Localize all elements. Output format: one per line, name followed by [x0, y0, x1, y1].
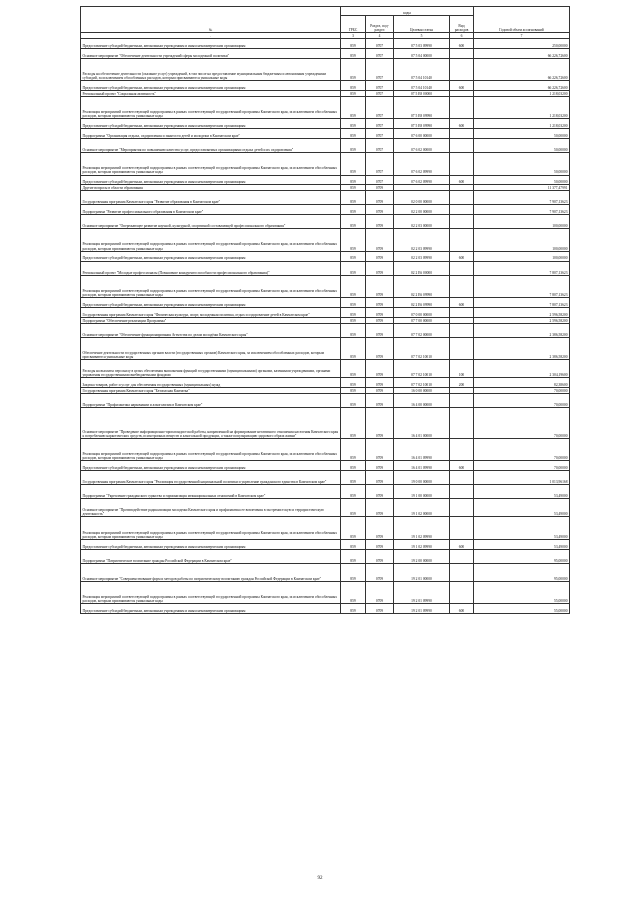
row-amount: 66 226,72600: [474, 48, 570, 58]
row-grbs: 859: [341, 378, 366, 388]
row-grbs: 859: [341, 563, 366, 581]
row-name: Реализация мероприятий соответствующей подпрограммы в рамках соответствующей государственной программы Камчатского края, за исключением обособленных расходов, которым присваиваются уникальные коды: [81, 229, 341, 251]
row-grbs: 859: [341, 251, 366, 261]
row-name: Реализация мероприятий соответствующей подпрограммы в рамках соответствующей государственной программы Камчатского края, за исключением обособленных расходов, которым присваиваются уникальные коды: [81, 517, 341, 539]
row-razdel: 0707: [366, 96, 394, 118]
row-amount: 7 807,13623: [474, 261, 570, 275]
header-expense-type: Вид расходов: [450, 16, 474, 33]
row-razdel: 0709: [366, 485, 394, 499]
row-razdel: 0709: [366, 499, 394, 517]
row-name: Основное мероприятие "Опережающее развитие научной, культурной, спортивной составляющей профессионального образования": [81, 215, 341, 229]
row-razdel: 0709: [366, 360, 394, 378]
row-grbs: 859: [341, 191, 366, 205]
colnum-4: 4: [366, 33, 394, 39]
row-amount: 1 218,03200: [474, 96, 570, 118]
row-name: Другие вопросы в области образования: [81, 185, 341, 191]
row-target-article: 02 2 03 09990: [394, 229, 450, 251]
row-amount: 7 907,13623: [474, 205, 570, 215]
table-row: [81, 139, 570, 153]
table-row: [81, 119, 570, 129]
row-target-article: 07 5 E8 00000: [394, 91, 450, 97]
row-target-article: 07 7 00 00000: [394, 317, 450, 323]
row-amount: 53,49000: [474, 485, 570, 499]
row-name: Региональный проект "Социальная активность": [81, 91, 341, 97]
row-expense-type: [450, 261, 474, 275]
row-amount: 70,00000: [474, 393, 570, 407]
row-grbs: 859: [341, 139, 366, 153]
row-grbs: 859: [341, 471, 366, 485]
table-row: [81, 251, 570, 261]
row-name: Предоставление субсидий бюджетным, автономным учреждениям и иным некоммерческим организациям: [81, 39, 341, 49]
row-target-article: 07 6 02 09990: [394, 153, 450, 175]
row-amount: 70,00000: [474, 388, 570, 394]
row-name: Реализация мероприятий соответствующей подпрограммы в рамках соответствующей государственной программы Камчатского края, за исключением обособленных расходов, которым присваиваются уникальные коды: [81, 96, 341, 118]
row-amount: 2 596,58200: [474, 307, 570, 317]
row-target-article: 02 2 00 00000: [394, 205, 450, 215]
row-name: Предоставление субсидий бюджетным, автономным учреждениям и иным некоммерческим организациям: [81, 81, 341, 91]
table-row: [81, 307, 570, 317]
row-name: Расходы на обеспечение деятельности (оказание услуг) учреждений, в том числе на предоставление муниципальным бюджетным и автономным учреждениям субсидий, за исключением обособленных расходов, которым присваиваются уникальные коды: [81, 58, 341, 80]
row-razdel: 0709: [366, 581, 394, 603]
row-razdel: 0709: [366, 307, 394, 317]
row-target-article: 19 1 00 00000: [394, 485, 450, 499]
row-razdel: 0709: [366, 378, 394, 388]
row-grbs: 859: [341, 604, 366, 614]
row-target-article: 19 0 00 00000: [394, 471, 450, 485]
row-razdel: 0709: [366, 251, 394, 261]
row-grbs: 859: [341, 323, 366, 337]
row-grbs: 859: [341, 129, 366, 139]
row-razdel: 0707: [366, 81, 394, 91]
budget-table: [80, 6, 570, 614]
table-row: [81, 48, 570, 58]
colnum-6: 6: [450, 33, 474, 39]
table-row: [81, 604, 570, 614]
table-row: [81, 153, 570, 175]
row-grbs: 859: [341, 119, 366, 129]
row-amount: 2 386,58200: [474, 323, 570, 337]
row-target-article: 07 5 04 10140: [394, 81, 450, 91]
row-expense-type: [450, 337, 474, 359]
row-grbs: 859: [341, 317, 366, 323]
row-name: Предоставление субсидий бюджетным, автономным учреждениям и иным некоммерческим организациям: [81, 175, 341, 185]
row-razdel: 0707: [366, 39, 394, 49]
row-amount: 7 807,13623: [474, 275, 570, 297]
row-razdel: 0709: [366, 539, 394, 549]
row-grbs: 859: [341, 360, 366, 378]
row-name: Основное мероприятие "Совершенствование форм и методов работы по патриотическому воспитанию граждан Российской Федерации в Камчатском крае": [81, 563, 341, 581]
row-expense-type: [450, 549, 474, 563]
row-amount: 55,00000: [474, 604, 570, 614]
table-row: [81, 81, 570, 91]
row-expense-type: [450, 408, 474, 439]
row-name: Реализация мероприятий соответствующей подпрограммы в рамках соответствующей государственной программы Камчатского края, за исключением обособленных расходов, которым присваиваются уникальные коды: [81, 438, 341, 460]
row-name: Предоставление субсидий бюджетным, автономным учреждениям и иным некоммерческим организациям: [81, 539, 341, 549]
table-row: [81, 471, 570, 485]
row-target-article: 16 0 00 00000: [394, 388, 450, 394]
row-amount: 70,00000: [474, 438, 570, 460]
row-grbs: 859: [341, 175, 366, 185]
row-name: Основное мероприятие "Противодействие радикализации молодежи Камчатского края и профилактика ее вовлечения в экстремистскую и террористическую деятельность": [81, 499, 341, 517]
row-name: Государственная программа Камчатского края "Реализация государственной национальной политики и укрепление гражданского единства в Камчатском крае": [81, 471, 341, 485]
row-expense-type: [450, 48, 474, 58]
row-target-article: 02 0 00 00000: [394, 191, 450, 205]
row-target-article: 19 2 01 09990: [394, 604, 450, 614]
row-expense-type: 600: [450, 539, 474, 549]
row-expense-type: [450, 215, 474, 229]
header-target-article: Целевая статья: [394, 16, 450, 33]
row-name: Государственная программа Камчатского края "Безопасная Камчатка": [81, 388, 341, 394]
row-grbs: 859: [341, 393, 366, 407]
colnum-5: 5: [394, 33, 450, 39]
row-amount: 2 386,58200: [474, 337, 570, 359]
row-name: Закупка товаров, работ и услуг для обеспечения государственных (муниципальных) нужд: [81, 378, 341, 388]
row-razdel: 0709: [366, 191, 394, 205]
row-expense-type: 200: [450, 378, 474, 388]
row-target-article: 07 5 04 00000: [394, 48, 450, 58]
row-amount: 100,00000: [474, 251, 570, 261]
row-grbs: 859: [341, 48, 366, 58]
row-amount: 250,00000: [474, 39, 570, 49]
table-row: [81, 58, 570, 80]
row-expense-type: 600: [450, 175, 474, 185]
table-row: [81, 261, 570, 275]
row-amount: 95,00000: [474, 563, 570, 581]
row-name: Государственная программа Камчатского края "Физическая культура, спорт, молодежная политика, отдых и оздоровление детей в Камчатском крае": [81, 307, 341, 317]
row-expense-type: [450, 307, 474, 317]
row-expense-type: 600: [450, 298, 474, 308]
row-amount: 53,49000: [474, 539, 570, 549]
row-amount: 2 596,58200: [474, 317, 570, 323]
row-grbs: 859: [341, 499, 366, 517]
table-row: [81, 549, 570, 563]
row-grbs: 859: [341, 81, 366, 91]
row-name: Расходы на выплаты персоналу в целях обеспечения выполнения функций государственными (муниципальными) органами, казенными учреждениями, органами управления государственными внебюджетными фондами: [81, 360, 341, 378]
row-razdel: 0709: [366, 517, 394, 539]
row-razdel: 0709: [366, 563, 394, 581]
row-target-article: 19 1 02 09990: [394, 539, 450, 549]
row-target-article: 16 4 01 00000: [394, 408, 450, 439]
row-amount: 7 907,13623: [474, 191, 570, 205]
row-amount: 66 226,72600: [474, 81, 570, 91]
row-expense-type: [450, 96, 474, 118]
row-grbs: 859: [341, 388, 366, 394]
budget-table-sheet: [80, 6, 569, 614]
row-expense-type: [450, 191, 474, 205]
table-row: [81, 563, 570, 581]
row-expense-type: 600: [450, 251, 474, 261]
row-razdel: 0709: [366, 275, 394, 297]
row-razdel: 0709: [366, 438, 394, 460]
row-name: Предоставление субсидий бюджетным, автономным учреждениям и иным некоммерческим организациям: [81, 119, 341, 129]
table-row: [81, 337, 570, 359]
table-row: [81, 581, 570, 603]
row-razdel: 0709: [366, 337, 394, 359]
row-expense-type: 100: [450, 360, 474, 378]
row-amount: 1 013,96168: [474, 471, 570, 485]
row-razdel: 0709: [366, 185, 394, 191]
row-amount: 50,00000: [474, 175, 570, 185]
row-grbs: 859: [341, 307, 366, 317]
header-razdel: Раздел, под-раздел: [366, 16, 394, 33]
row-name: Подпрограмма "Развитие профессионального образования в Камчатском крае": [81, 205, 341, 215]
row-grbs: 859: [341, 298, 366, 308]
row-razdel: 0709: [366, 461, 394, 471]
row-target-article: 07 5 E8 09990: [394, 96, 450, 118]
row-target-article: 02 2 E6 09990: [394, 275, 450, 297]
row-razdel: 0707: [366, 48, 394, 58]
row-expense-type: [450, 58, 474, 80]
table-row: [81, 298, 570, 308]
row-razdel: 0709: [366, 408, 394, 439]
table-row: [81, 275, 570, 297]
table-row: [81, 229, 570, 251]
row-amount: 100,00000: [474, 215, 570, 229]
table-row: [81, 517, 570, 539]
row-target-article: 07 7 02 10010: [394, 337, 450, 359]
row-razdel: 0709: [366, 205, 394, 215]
row-target-article: 16 4 01 09990: [394, 461, 450, 471]
row-expense-type: [450, 499, 474, 517]
row-amount: 70,00000: [474, 408, 570, 439]
row-razdel: 0709: [366, 261, 394, 275]
table-row: [81, 438, 570, 460]
row-razdel: 0707: [366, 129, 394, 139]
row-expense-type: [450, 517, 474, 539]
table-header: [81, 7, 570, 39]
row-name: Основное мероприятие "Обеспечение функционирования Агентства по делам молодёжи Камчатского края": [81, 323, 341, 337]
row-target-article: 19 2 01 00000: [394, 563, 450, 581]
row-amount: 55,00000: [474, 581, 570, 603]
row-expense-type: 600: [450, 81, 474, 91]
row-grbs: 859: [341, 215, 366, 229]
row-amount: 1 218,03200: [474, 91, 570, 97]
row-name: Предоставление субсидий бюджетным, автономным учреждениям и иным некоммерческим организациям: [81, 298, 341, 308]
page-number: 92: [317, 876, 323, 881]
row-grbs: 859: [341, 39, 366, 49]
row-razdel: 0709: [366, 317, 394, 323]
row-razdel: 0707: [366, 58, 394, 80]
row-razdel: 0709: [366, 215, 394, 229]
row-target-article: 07 5 E8 09990: [394, 119, 450, 129]
table-row: [81, 408, 570, 439]
table-row: [81, 129, 570, 139]
row-expense-type: 600: [450, 39, 474, 49]
row-name: Подпрограмма "Патриотическое воспитание граждан Российской Федерации в Камчатском крае": [81, 549, 341, 563]
row-amount: 50,00000: [474, 129, 570, 139]
row-amount: 11 377,47991: [474, 185, 570, 191]
row-grbs: 859: [341, 337, 366, 359]
row-razdel: 0709: [366, 549, 394, 563]
row-expense-type: [450, 438, 474, 460]
table-row: [81, 175, 570, 185]
row-name: Основное мероприятие "Обеспечение деятельности учреждений сферы молодежной политики": [81, 48, 341, 58]
row-expense-type: [450, 393, 474, 407]
row-expense-type: [450, 205, 474, 215]
row-name: Предоставление субсидий бюджетным, автономным учреждениям и иным некоммерческим организациям: [81, 461, 341, 471]
row-expense-type: [450, 129, 474, 139]
row-expense-type: [450, 471, 474, 485]
row-razdel: 0709: [366, 604, 394, 614]
row-target-article: 07 7 02 00000: [394, 323, 450, 337]
row-amount: 1 218,03200: [474, 119, 570, 129]
table-row: [81, 215, 570, 229]
row-target-article: 02 2 E6 00000: [394, 261, 450, 275]
row-name: Основное мероприятие "Мероприятия по повышению качества услуг, предоставляемых организациями отдыха детей и их оздоровления": [81, 139, 341, 153]
row-razdel: 0709: [366, 229, 394, 251]
table-row: [81, 485, 570, 499]
row-amount: 95,00000: [474, 549, 570, 563]
row-target-article: 19 1 02 09990: [394, 517, 450, 539]
row-target-article: 07 5 04 10140: [394, 58, 450, 80]
row-grbs: 859: [341, 229, 366, 251]
table-row: [81, 39, 570, 49]
row-amount: 100,00000: [474, 229, 570, 251]
row-expense-type: [450, 581, 474, 603]
row-razdel: 0707: [366, 139, 394, 153]
row-grbs: 859: [341, 205, 366, 215]
row-grbs: 859: [341, 185, 366, 191]
table-row: [81, 191, 570, 205]
row-grbs: 859: [341, 485, 366, 499]
row-name: Реализация мероприятий соответствующей подпрограммы в рамках соответствующей государственной программы Камчатского края, за исключением обособленных расходов, которым присваиваются уникальные коды: [81, 581, 341, 603]
row-razdel: 0707: [366, 175, 394, 185]
row-amount: 50,00000: [474, 139, 570, 153]
row-amount: 53,49000: [474, 517, 570, 539]
row-grbs: 859: [341, 96, 366, 118]
row-expense-type: 600: [450, 119, 474, 129]
row-amount: 66 226,72600: [474, 58, 570, 80]
row-name: Подпрограмма "Обеспечение реализации Программы": [81, 317, 341, 323]
row-name: Обеспечение деятельности государственных органов власти (государственных органов) Камчатского края, за исключением обособленных расходов, которым присваиваются уникальные коды: [81, 337, 341, 359]
table-row: [81, 539, 570, 549]
row-grbs: 859: [341, 58, 366, 80]
row-grbs: 859: [341, 549, 366, 563]
row-name: Подпрограмма "Укрепление гражданского единства и гармонизация межнациональных отношений в Камчатском крае": [81, 485, 341, 499]
row-razdel: 0707: [366, 119, 394, 129]
row-expense-type: [450, 563, 474, 581]
header-grbs: ГРБС: [341, 16, 366, 33]
row-expense-type: 600: [450, 461, 474, 471]
row-grbs: 859: [341, 261, 366, 275]
row-target-article: 07 6 02 00000: [394, 139, 450, 153]
row-target-article: 02 2 03 09990: [394, 251, 450, 261]
row-razdel: 0709: [366, 393, 394, 407]
colnum-3: 3: [341, 33, 366, 39]
row-razdel: 0709: [366, 388, 394, 394]
row-expense-type: [450, 229, 474, 251]
row-grbs: 859: [341, 539, 366, 549]
row-razdel: 0709: [366, 471, 394, 485]
row-grbs: 859: [341, 153, 366, 175]
row-name: Основное мероприятие "Проведение информационно-пропагандистской работы, направленной на формирование негативного отношения населения Камчатского края к потреблению наркотических средств, психотропных веществ и алкогольной продукции, а также популяризацию здорового образа жизни": [81, 408, 341, 439]
row-expense-type: [450, 485, 474, 499]
table-row: [81, 393, 570, 407]
row-amount: 70,00000: [474, 461, 570, 471]
table-row: [81, 360, 570, 378]
row-target-article: 19 2 01 09990: [394, 581, 450, 603]
header-number: №: [81, 7, 341, 33]
row-amount: 82,38600: [474, 378, 570, 388]
row-name: Региональный проект "Молодые профессионалы (Повышение конкурентоспособности профессионального образования)": [81, 261, 341, 275]
row-amount: 53,49000: [474, 499, 570, 517]
header-annual-volume: Годовой объем ассигнований: [474, 7, 570, 33]
row-name: Реализация мероприятий соответствующей подпрограммы в рамках соответствующей государственной программы Камчатского края, за исключением обособленных расходов, которым присваиваются уникальные коды: [81, 153, 341, 175]
row-target-article: 02 2 03 00000: [394, 215, 450, 229]
row-target-article: 07 5 03 09990: [394, 39, 450, 49]
row-target-article: 19 1 02 00000: [394, 499, 450, 517]
table-row: [81, 499, 570, 517]
row-expense-type: [450, 139, 474, 153]
row-grbs: 859: [341, 438, 366, 460]
row-grbs: 859: [341, 408, 366, 439]
row-name: Подпрограмма "Организация отдыха, оздоровления и занятости детей и молодежи в Камчатском крае": [81, 129, 341, 139]
row-target-article: 02 2 E6 09990: [394, 298, 450, 308]
row-grbs: 859: [341, 275, 366, 297]
row-razdel: 0709: [366, 323, 394, 337]
table-row: [81, 205, 570, 215]
row-grbs: 859: [341, 517, 366, 539]
row-razdel: 0707: [366, 91, 394, 97]
row-name: Предоставление субсидий бюджетным, автономным учреждениям и иным некоммерческим организациям: [81, 604, 341, 614]
table-body: [81, 39, 570, 614]
row-target-article: 07 6 02 09990: [394, 175, 450, 185]
row-expense-type: [450, 323, 474, 337]
colnum-1: .: [81, 33, 341, 39]
table-row: [81, 323, 570, 337]
row-expense-type: [450, 153, 474, 175]
table-row: [81, 378, 570, 388]
row-grbs: 859: [341, 91, 366, 97]
row-amount: 7 807,13623: [474, 298, 570, 308]
table-row: [81, 96, 570, 118]
colnum-7: 7: [474, 33, 570, 39]
row-expense-type: 600: [450, 604, 474, 614]
row-name: Предоставление субсидий бюджетным, автономным учреждениям и иным некоммерческим организациям: [81, 251, 341, 261]
row-name: Реализация мероприятий соответствующей подпрограммы в рамках соответствующей государственной программы Камчатского края, за исключением обособленных расходов, которым присваиваются уникальные коды: [81, 275, 341, 297]
row-razdel: 0707: [366, 153, 394, 175]
row-target-article: 07 7 02 10010: [394, 360, 450, 378]
table-row: [81, 461, 570, 471]
row-target-article: 07 6 00 00000: [394, 129, 450, 139]
row-grbs: 859: [341, 581, 366, 603]
row-razdel: 0709: [366, 298, 394, 308]
row-name: Государственная программа Камчатского края "Развитие образования в Камчатском крае": [81, 191, 341, 205]
row-name: Подпрограмма "Профилактика наркомании и алкоголизма в Камчатском крае": [81, 393, 341, 407]
row-target-article: 07 0 00 00000: [394, 307, 450, 317]
row-grbs: 859: [341, 461, 366, 471]
row-target-article: 19 2 00 00000: [394, 549, 450, 563]
row-target-article: 07 7 02 10010: [394, 378, 450, 388]
row-target-article: 16 4 00 00000: [394, 393, 450, 407]
row-target-article: 16 4 01 09990: [394, 438, 450, 460]
header-codes-group: коды: [341, 7, 474, 16]
row-amount: 2 304,19600: [474, 360, 570, 378]
row-expense-type: [450, 275, 474, 297]
row-amount: 50,00000: [474, 153, 570, 175]
